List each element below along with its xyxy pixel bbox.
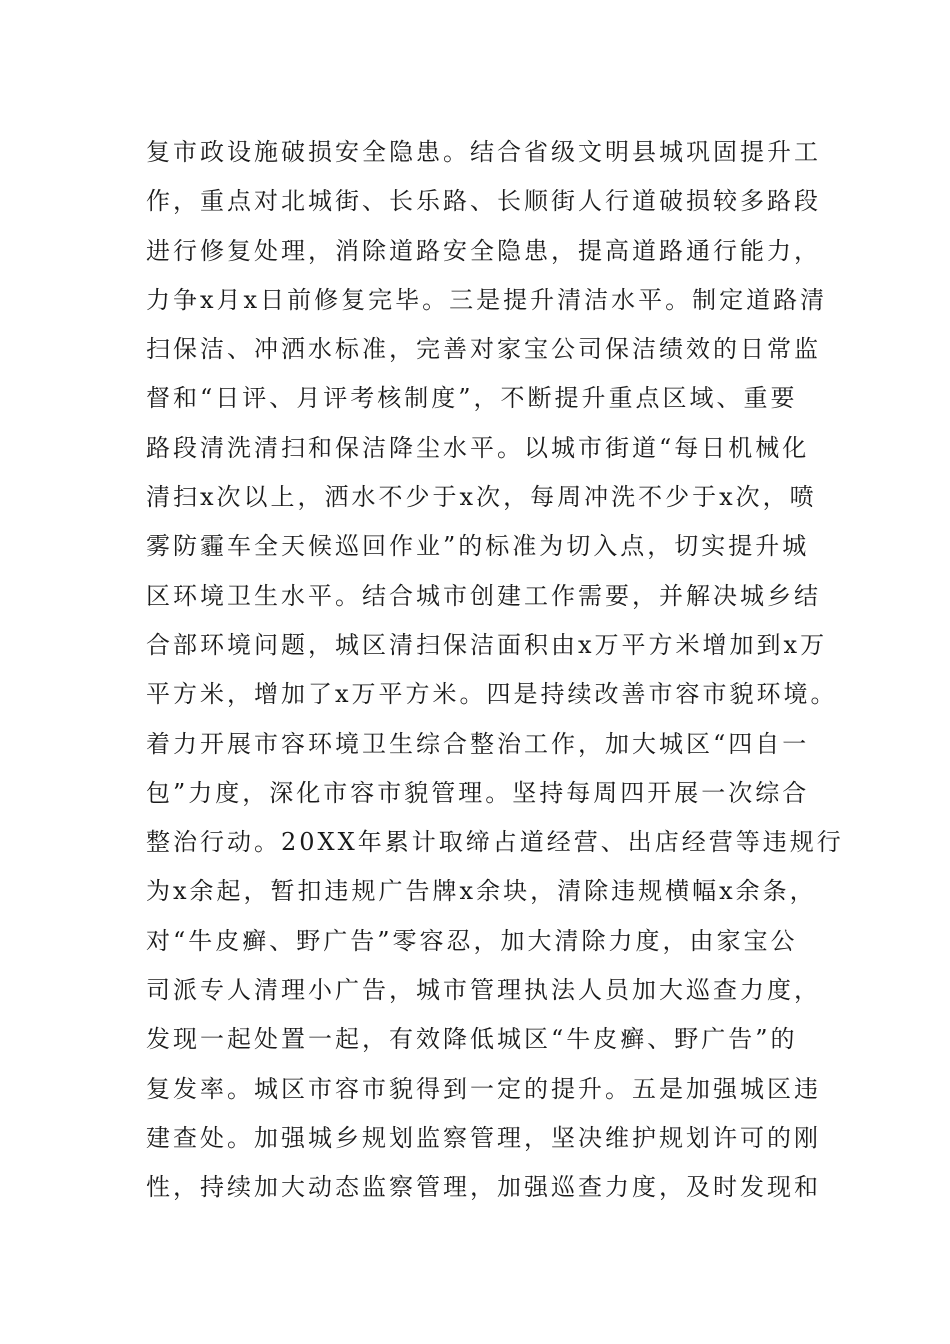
text-line: 包”力度，深化市容市貌管理。坚持每周四开展一次综合 xyxy=(146,778,810,807)
text-line: 复发率。城区市容市貌得到一定的提升。五是加强城区违 xyxy=(146,1074,821,1103)
text-line: 清扫x次以上，洒水不少于x次，每周冲洗不少于x次，喷 xyxy=(146,483,817,512)
text-line: 性，持续加大动态监察管理，加强巡查力度，及时发现和 xyxy=(146,1173,821,1202)
text-line: 建查处。加强城乡规划监察管理，坚决维护规划许可的刚 xyxy=(146,1123,821,1152)
text-line: 平方米，增加了x万平方米。四是持续改善市容市貌环境。 xyxy=(146,680,838,709)
text-line: 着力开展市容环境卫生综合整治工作，加大城区“四自一 xyxy=(146,729,810,758)
text-line: 督和“日评、月评考核制度”，不断提升重点区域、重要 xyxy=(146,384,798,413)
text-line: 扫保洁、冲洒水标准，完善对家宝公司保洁绩效的日常监 xyxy=(146,335,821,364)
text-line: 路段清洗清扫和保洁降尘水平。以城市街道“每日机械化 xyxy=(146,433,810,462)
text-line: 合部环境问题，城区清扫保洁面积由x万平方米增加到x万 xyxy=(146,630,828,659)
text-line: 区环境卫生水平。结合城市创建工作需要，并解决城乡结 xyxy=(146,581,821,610)
text-line: 司派专人清理小广告，城市管理执法人员加大巡查力度， xyxy=(146,976,821,1005)
body-text xyxy=(146,128,846,1213)
text-line: 进行修复处理，消除道路安全隐患，提高道路通行能力， xyxy=(146,236,821,265)
text-line: 整治行动。20XX年累计取缔占道经营、出店经营等违规行 xyxy=(146,828,844,857)
text-line: 雾防霾车全天候巡回作业”的标准为切入点，切实提升城 xyxy=(146,532,810,561)
text-line: 发现一起处置一起，有效降低城区“牛皮癣、野广告”的 xyxy=(146,1025,798,1054)
text-line: 作，重点对北城街、长乐路、长顺街人行道破损较多路段 xyxy=(146,187,821,216)
text-line: 复市政设施破损安全隐患。结合省级文明县城巩固提升工 xyxy=(146,138,821,166)
text-line: 对“牛皮癣、野广告”零容忍，加大清除力度，由家宝公 xyxy=(146,926,798,955)
text-line: 力争x月x日前修复完毕。三是提升清洁水平。制定道路清 xyxy=(146,285,828,314)
text-line: 为x余起，暂扣违规广告牌x余块，清除违规横幅x余条， xyxy=(146,877,817,906)
